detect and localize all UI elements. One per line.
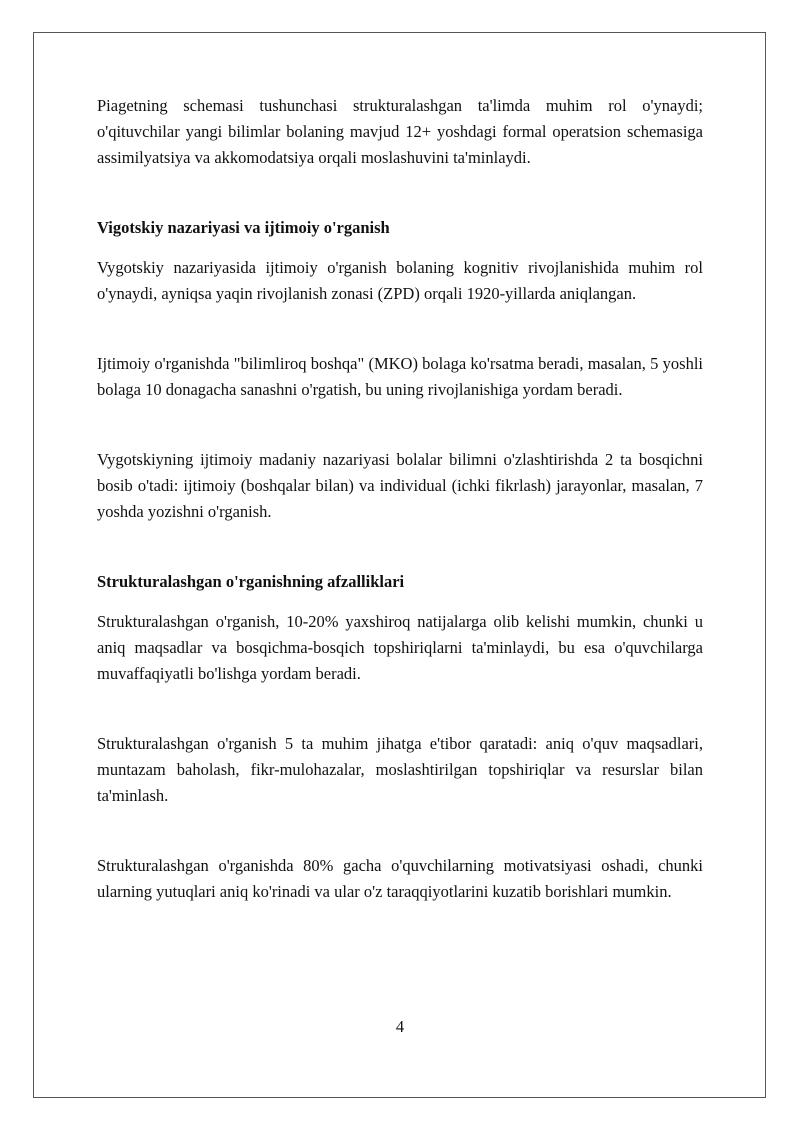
paragraph-five-aspects: Strukturalashgan o'rganish 5 ta muhim jihatga e'tibor qaratadi: aniq o'quv maqsadlari, muntazam baholash, fikr-mulohazalar, moslashtirilgan topshiriqlar va resurslar bilan ta'minlash. bbox=[97, 734, 703, 805]
paragraph-sociocultural-theory: Vygotskiyning ijtimoiy madaniy nazariyasi bolalar bilimni o'zlashtirishda 2 ta bosqichni bosib o'tadi: ijtimoiy (boshqalar bilan) va individual (ichki fikrlash) jarayonlar, masalan, 7 yoshda yozishni o'rganish. bbox=[97, 450, 703, 521]
paragraph-mko: Ijtimoiy o'rganishda "bilimliroq boshqa" (MKO) bolaga ko'rsatma beradi, masalan, 5 yoshli bolaga 10 donagacha sanashni o'rgatish, bu uning rivojlanishiga yordam beradi. bbox=[97, 354, 703, 399]
page-number: 4 bbox=[395, 1017, 405, 1036]
paragraph-piaget-schema: Piagetning schemasi tushunchasi strukturalashgan ta'limda muhim rol o'ynaydi; o'qituvchilar yangi bilimlar bolaning mavjud 12+ yoshdagi formal operatsion schemasiga assimilyatsiya va akkomodatsiya orqali moslashuvini ta'minlaydi. bbox=[97, 96, 703, 167]
paragraph-better-results: Strukturalashgan o'rganish, 10-20% yaxshiroq natijalarga olib kelishi mumkin, chunki u aniq maqsadlar va bosqichma-bosqich topshiriqlarni ta'minlaydi, bu esa o'quvchilarga muvaffaqiyatli bo'lishga yordam beradi. bbox=[97, 612, 703, 683]
heading-vygotsky-theory: Vigotskiy nazariyasi va ijtimoiy o'rganish bbox=[97, 218, 390, 237]
heading-structured-learning-benefits: Strukturalashgan o'rganishning afzalliklari bbox=[97, 572, 405, 591]
paragraph-motivation: Strukturalashgan o'rganishda 80% gacha o'quvchilarning motivatsiyasi oshadi, chunki ularning yutuqlari aniq ko'rinadi va ular o'z taraqqiyotlarini kuzatib borishlari mumkin. bbox=[97, 856, 703, 901]
document-body bbox=[97, 93, 703, 905]
paragraph-vygotsky-zpd: Vygotskiy nazariyasida ijtimoiy o'rganish bolaning kognitiv rivojlanishida muhim rol o'ynaydi, ayniqsa yaqin rivojlanish zonasi (ZPD) orqali 1920-yillarda aniqlangan. bbox=[97, 258, 703, 303]
